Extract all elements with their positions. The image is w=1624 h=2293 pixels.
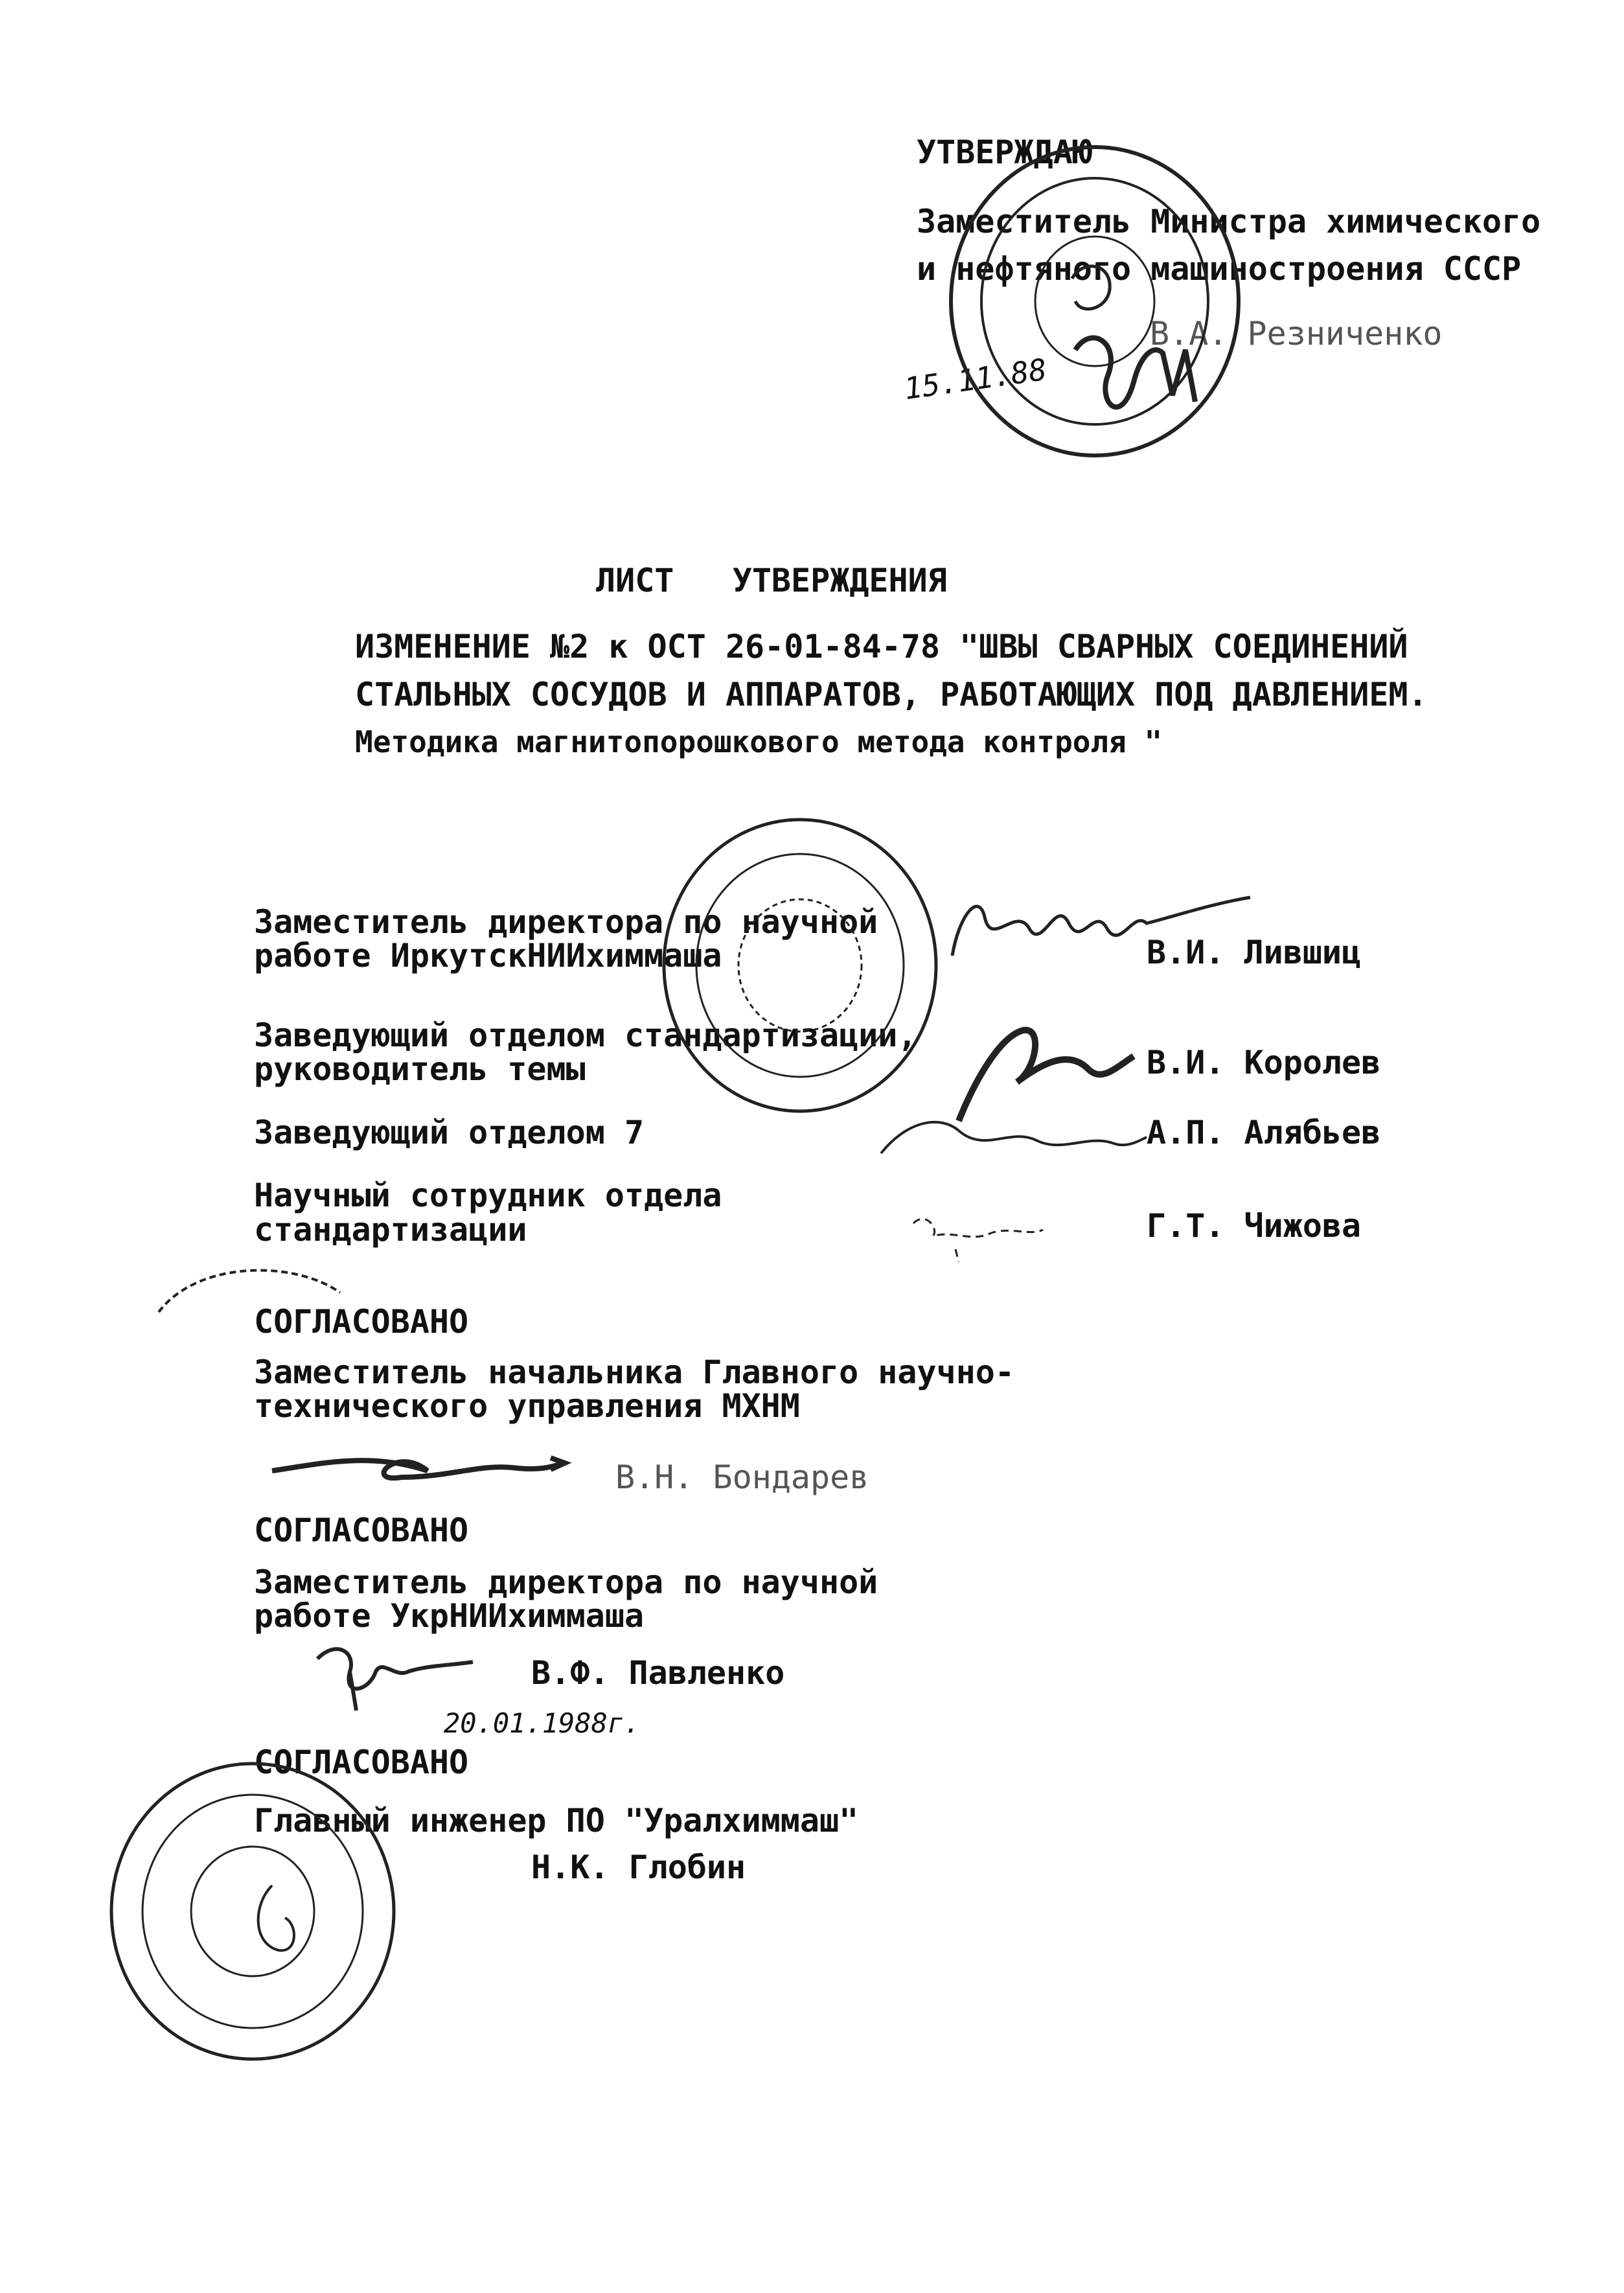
signature-bondarev — [266, 1432, 570, 1510]
signature-chizhova — [900, 1197, 1056, 1269]
subject-line2: СТАЛЬНЫХ СОСУДОВ И АППАРАТОВ, РАБОТАЮЩИХ ПОД ДАВЛЕНИЕМ. — [355, 676, 1428, 713]
approval-label: УТВЕРЖДАЮ — [917, 133, 1092, 171]
approval-date-handwritten: 15.11.88 — [902, 351, 1049, 407]
document-title: ЛИСТ УТВЕРЖДЕНИЯ — [596, 562, 947, 599]
agreement-name: Н.К. Глобин — [531, 1849, 746, 1886]
agreement-position: технического управления МХНМ — [254, 1387, 800, 1425]
signatory-name: Г.Т. Чижова — [1147, 1207, 1362, 1245]
signatory-position: Заведующий отделом 7 — [254, 1114, 645, 1151]
signature-alyabyev — [868, 1101, 1153, 1173]
partial-stamp — [146, 1254, 353, 1319]
signature-pavlenko — [298, 1633, 486, 1717]
signatory-position: стандартизации — [254, 1211, 527, 1249]
agreement-label: СОГЛАСОВАНО — [254, 1512, 469, 1549]
agreement-position: Заместитель директора по научной — [254, 1563, 878, 1601]
agreement-date-handwritten: 20.01.1988г. — [444, 1707, 641, 1739]
approval-signature — [1030, 305, 1244, 454]
agreement-position: Заместитель начальника Главного научно- — [254, 1354, 1014, 1391]
signatory-name: В.И. Королев — [1147, 1044, 1381, 1081]
agreement-label: СОГЛАСОВАНО — [254, 1744, 469, 1781]
subject-line1: ИЗМЕНЕНИЕ №2 к ОСТ 26-01-84-78 "ШВЫ СВАРНЫХ СОЕДИНЕНИЙ — [355, 628, 1408, 665]
signatory-name: А.П. Алябьев — [1147, 1114, 1381, 1151]
signatory-position: Заведующий отделом стандартизации, — [254, 1017, 917, 1054]
agreement-label: СОГЛАСОВАНО — [254, 1303, 469, 1341]
agreement-position: Главный инженер ПО "Уралхиммаш" — [254, 1802, 859, 1839]
signatory-position: руководитель темы — [254, 1050, 586, 1088]
agreement-name: В.Н. Бондарев — [615, 1458, 869, 1496]
agreement-position: работе УкрНИИхиммаша — [254, 1597, 645, 1635]
agreement-name: В.Ф. Павленко — [531, 1654, 785, 1692]
signatory-position: работе ИркутскНИИхиммаша — [254, 937, 722, 974]
signatory-position: Научный сотрудник отдела — [254, 1177, 722, 1214]
approval-name: В.А. Резниченко — [1150, 315, 1443, 352]
signature-livshits — [939, 878, 1263, 969]
signatory-name: В.И. Лившиц — [1147, 934, 1362, 971]
subject-line3: Методика магнитопорошкового метода контроля " — [355, 724, 1163, 759]
signatory-position: Заместитель директора по научной — [254, 903, 878, 941]
institute-stamp — [658, 813, 943, 1118]
ural-stamp — [104, 1756, 402, 2067]
approval-position-line1: Заместитель Министра химического — [917, 203, 1541, 240]
approval-position-line2: и нефтяного машиностроения СССР — [917, 250, 1522, 288]
